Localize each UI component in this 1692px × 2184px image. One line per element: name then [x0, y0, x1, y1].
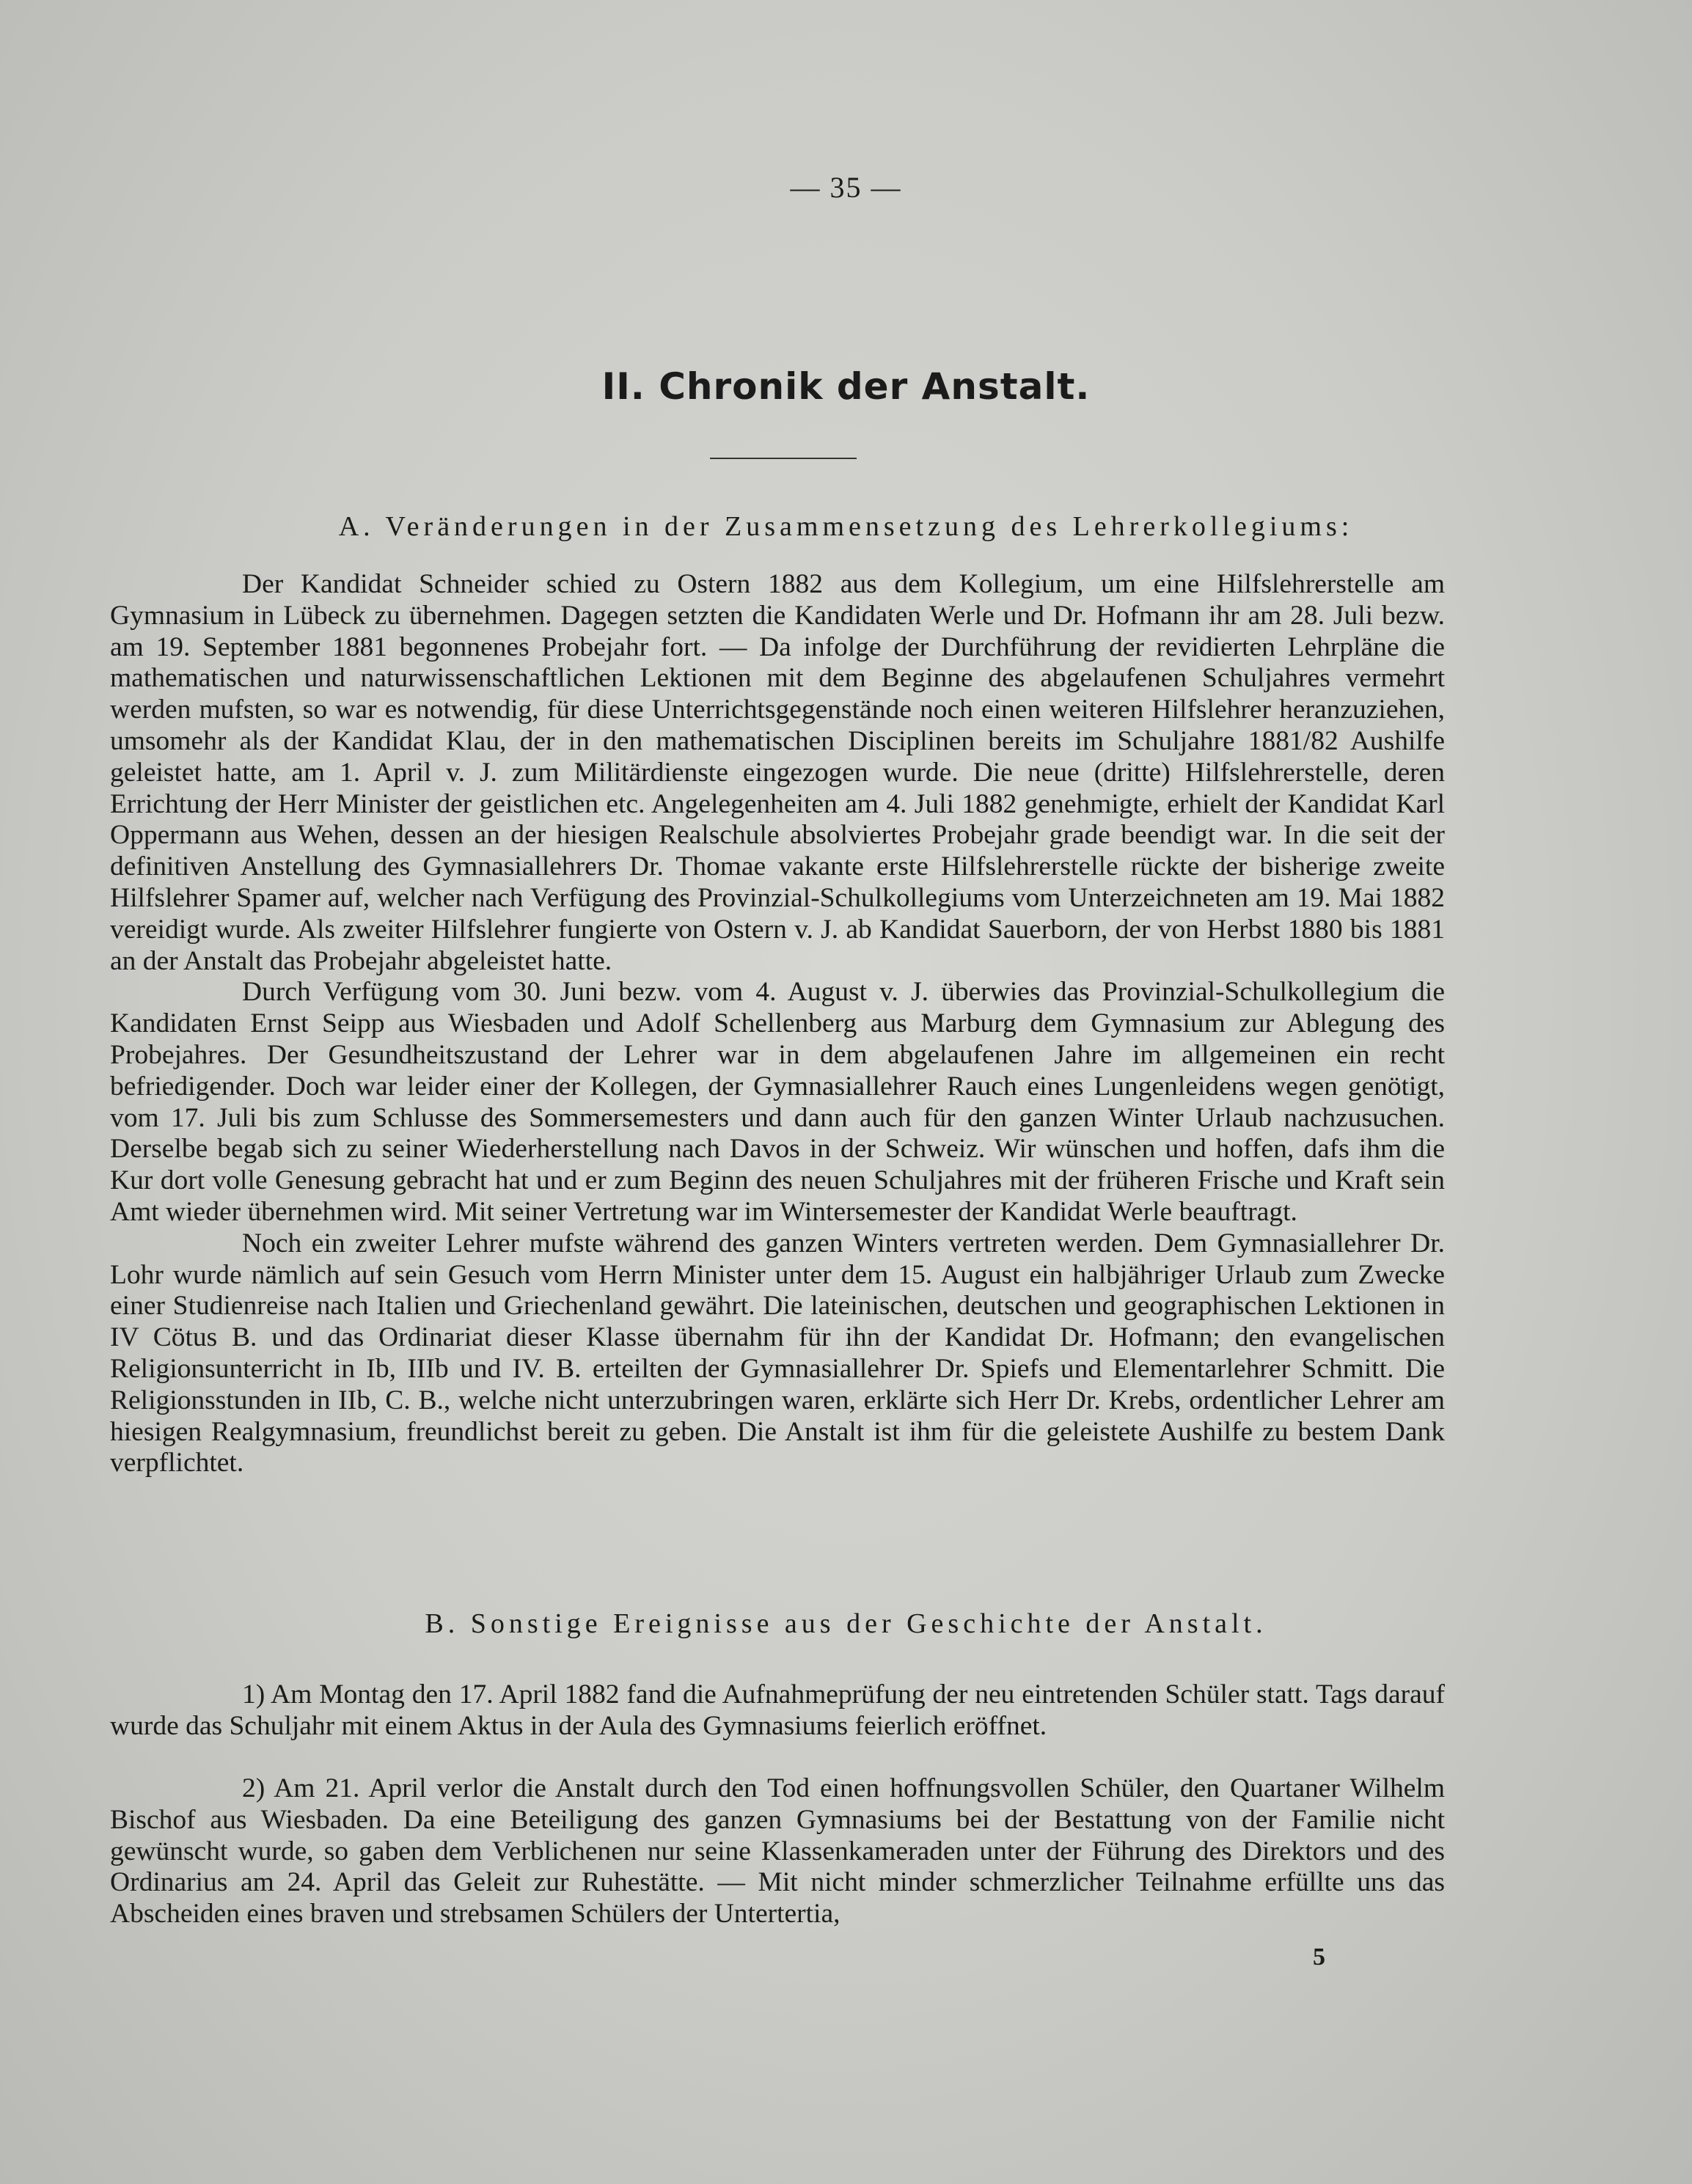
- section-b-item-1: [110, 1679, 1445, 1743]
- section-a-body: [110, 569, 1445, 1479]
- signature-mark: 5: [1313, 1943, 1325, 1971]
- section-b-paragraph: 1) Am Montag den 17. April 1882 fand die Aufnahmeprüfung der neu eintretenden Schüler statt. Tags darauf wurde das Schuljahr mit einem Aktus in der Aula des Gymnasiums feierlich eröffnet.: [110, 1679, 1445, 1741]
- section-a-heading: A. Veränderungen in der Zusammensetzung des Lehrerkollegiums:: [338, 511, 1354, 542]
- page-number: — 35 —: [790, 171, 902, 204]
- section-a-paragraph: Der Kandidat Schneider schied zu Ostern 1882 aus dem Kollegium, um eine Hilfslehrerstelle am Gymnasium in Lübeck zu übernehmen. Dagegen setzten die Kandidaten Werle und Dr. Hofmann ihr am 28. Juli bezw. am 19. September 1881 begonnenes Probejahr fort. — Da infolge der Durchführung der revidierten Lehrpläne die mathematischen und naturwissenschaftlichen Lektionen mit dem Beginne des abgelaufenen Schuljahres vermehrt werden mufsten, so war es notwendig, für diese Unterrichtsgegenstände noch einen weiteren Hilfslehrer heranzuziehen, umsomehr als der Kandidat Klau, der in den mathematischen Disciplinen bereits im Schuljahre 1881/82 Aushilfe geleistet hatte, am 1. April v. J. zum Militärdienste eingezogen wurde. Die neue (dritte) Hilfslehrerstelle, deren Errichtung der Herr Minister der geistlichen etc. Angelegenheiten am 4. Juli 1882 genehmigte, erhielt der Kandidat Karl Oppermann aus Wehen, dessen an der hiesigen Realschule absolviertes Probejahr grade beendigt war. In die seit der definitiven Anstellung des Gymnasiallehrers Dr. Thomae vakante erste Hilfslehrerstelle rückte der bisherige zweite Hilfslehrer Spamer auf, welcher nach Verfügung des Provinzial-Schulkollegiums vom Unterzeichneten am 19. Mai 1882 vereidigt wurde. Als zweiter Hilfslehrer fungierte von Ostern v. J. ab Kandidat Sauerborn, der von Herbst 1880 bis 1881 an der Anstalt das Probejahr abgeleistet hatte.: [110, 569, 1445, 976]
- section-b-paragraph: 2) Am 21. April verlor die Anstalt durch den Tod einen hoffnungsvollen Schüler, den Quartaner Wilhelm Bischof aus Wiesbaden. Da eine Beteiligung des ganzen Gymnasiums bei der Bestattung von der Familie nicht gewünscht wurde, so gaben dem Verblichenen nur seine Klassenkameraden unter der Führung des Direktors und des Ordinarius am 24. April das Geleit zur Ruhestätte. — Mit nicht minder schmerzlicher Teilnahme erfüllte uns das Abscheiden eines braven und strebsamen Schülers der Untertertia,: [110, 1773, 1445, 1930]
- section-a-paragraph: Noch ein zweiter Lehrer mufste während des ganzen Winters vertreten werden. Dem Gymnasiallehrer Dr. Lohr wurde nämlich auf sein Gesuch vom Herrn Minister unter dem 15. August ein halbjähriger Urlaub zum Zwecke einer Studienreise nach Italien und Griechenland gewährt. Die lateinischen, deutschen und geographischen Lektionen in IV Cötus B. und das Ordinariat dieser Klasse übernahm für ihn der Kandidat Dr. Hofmann; den evangelischen Religionsunterricht in Ib, IIIb und IV. B. erteilten der Gymnasiallehrer Dr. Spiefs und Elementarlehrer Schmitt. Die Religionsstunden in IIb, C. B., welche nicht unterzubringen waren, erklärte sich Herr Dr. Krebs, ordentlicher Lehrer am hiesigen Realgymnasium, freundlichst bereit zu geben. Die Anstalt ist ihm für die geleistete Aushilfe zu bestem Dank verpflichtet.: [110, 1228, 1445, 1478]
- chapter-title: II. Chronik der Anstalt.: [601, 365, 1091, 408]
- title-divider: [710, 458, 857, 459]
- section-a-paragraph: Durch Verfügung vom 30. Juni bezw. vom 4. August v. J. überwies das Provinzial-Schulkollegium die Kandidaten Ernst Seipp aus Wiesbaden und Adolf Schellenberg aus Marburg dem Gymnasium zur Ablegung des Probejahres. Der Gesundheitszustand der Lehrer war in dem abgelaufenen Jahre im allgemeinen ein recht befriedigender. Doch war leider einer der Kollegen, der Gymnasiallehrer Rauch eines Lungenleidens wegen genötigt, vom 17. Juli bis zum Schlusse des Sommersemesters und dann auch für den ganzen Winter Urlaub nachzusuchen. Derselbe begab sich zu seiner Wiederherstellung nach Davos in der Schweiz. Wir wünschen und hoffen, dafs ihm die Kur dort volle Genesung gebracht hat und er zum Beginn des neuen Schuljahres mit der früheren Frische und Kraft sein Amt wieder übernehmen wird. Mit seiner Vertretung war im Wintersemester der Kandidat Werle beauftragt.: [110, 977, 1445, 1227]
- section-b-item-2: [110, 1773, 1445, 1930]
- section-b-heading: B. Sonstige Ereignisse aus der Geschichte der Anstalt.: [425, 1608, 1267, 1639]
